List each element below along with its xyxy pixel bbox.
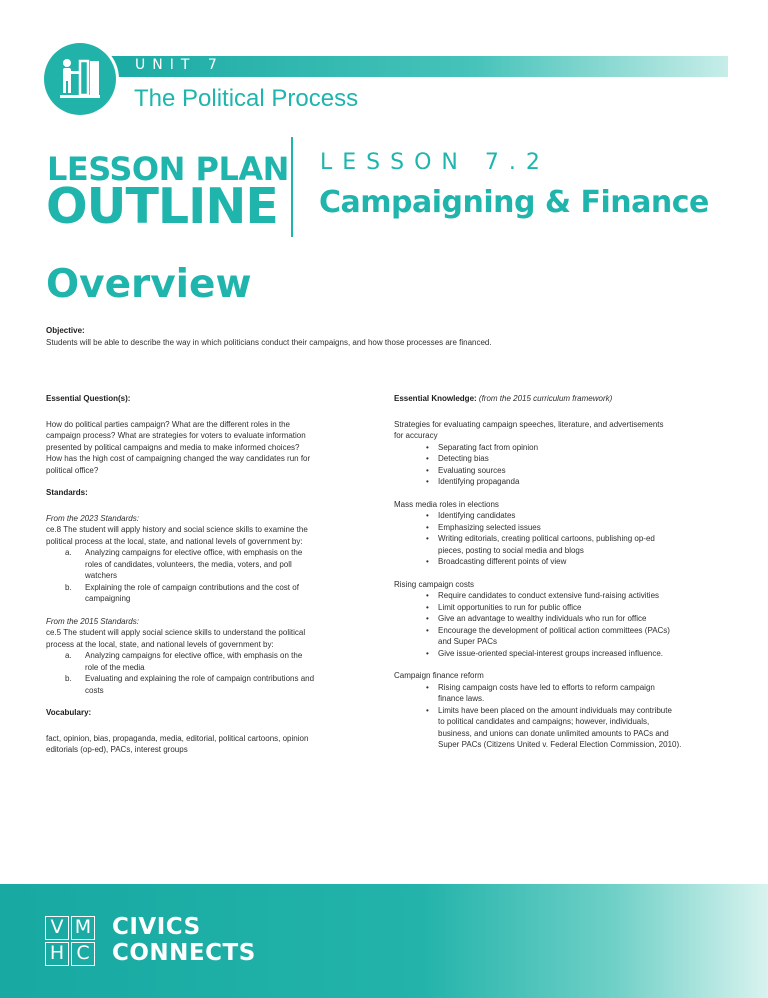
- essential-knowledge-heading: Essential Knowledge:: [394, 394, 477, 403]
- list-marker: a.: [65, 548, 72, 557]
- text-line: presented by political campaigns and media to make informed choices?: [46, 442, 300, 452]
- brand-name: [112, 914, 256, 966]
- list-item: [46, 582, 376, 605]
- list-item: [46, 650, 376, 673]
- text-line: political process at the local, state, and national levels of government by:: [46, 536, 303, 546]
- text-line: Super PACs (Citizens United v. Federal Election Commission, 2010).: [438, 740, 682, 749]
- rising-costs-heading: Rising campaign costs: [394, 579, 475, 589]
- media-roles-heading: Mass media roles in elections: [394, 499, 499, 509]
- text-line: • Encourage the development of political action committees (PACs): [438, 625, 670, 635]
- standards-2023-label: From the 2023 Standards:: [46, 513, 139, 523]
- essential-questions-text: [46, 419, 376, 477]
- list-item: • Broadcasting different points of view: [394, 556, 724, 568]
- list-marker: b.: [65, 582, 72, 592]
- text-line: Explaining the role of campaign contributions and the cost of: [85, 582, 299, 592]
- logo-letter: C: [71, 942, 95, 966]
- overview-heading: Overview: [46, 262, 252, 307]
- list-item: • Identifying propaganda: [394, 476, 724, 488]
- list-item: • Evaluating sources: [394, 465, 724, 477]
- vocabulary-heading: Vocabulary:: [46, 708, 92, 717]
- list-item: [394, 625, 724, 648]
- text-line: business, and unions can donate unlimited amounts to PACs and: [438, 728, 669, 738]
- objective-label: Objective:: [46, 326, 85, 335]
- objective-section: [46, 325, 726, 348]
- objective-text: Students will be able to describe the way in which politicians conduct their campaigns, and how those processes are financed.: [46, 337, 492, 347]
- standards-2015-list: [46, 650, 376, 696]
- finance-reform-heading: Campaign finance reform: [394, 671, 484, 680]
- list-item: • Detecting bias: [394, 453, 724, 465]
- logo-letter: V: [45, 916, 69, 940]
- text-line: process at the local, state, and national levels of government by:: [46, 639, 274, 649]
- finance-reform-list: [394, 682, 724, 751]
- lesson-title: Campaigning & Finance: [319, 185, 709, 220]
- text-line: watchers: [85, 571, 118, 580]
- list-marker: a.: [65, 651, 72, 660]
- list-item: [394, 705, 724, 751]
- brand-line: CONNECTS: [112, 940, 256, 966]
- standards-heading: Standards:: [46, 488, 88, 497]
- list-marker: b.: [65, 674, 72, 683]
- text-line: to political candidates and campaigns; however, individuals,: [438, 717, 650, 726]
- text-line: and Super PACs: [438, 637, 497, 646]
- list-item: [394, 533, 724, 556]
- logo-letter: H: [45, 942, 69, 966]
- standards-2023-list: [46, 547, 376, 605]
- text-line: finance laws.: [438, 694, 485, 703]
- text-line: Analyzing campaigns for elective office, with emphasis on the: [85, 548, 303, 557]
- essential-knowledge-heading-row: [394, 393, 724, 405]
- left-column: [46, 393, 376, 756]
- list-item: • Identifying candidates: [394, 510, 724, 522]
- text-line: editorials (op-ed), PACs, interest groups: [46, 745, 188, 754]
- text-line: • Limits have been placed on the amount individuals may contribute: [438, 705, 672, 715]
- text-line: political office?: [46, 465, 99, 475]
- list-item: • Give an advantage to wealthy individuals who run for office: [394, 613, 724, 625]
- list-item: • Emphasizing selected issues: [394, 522, 724, 534]
- lesson-number: LESSON 7.2: [320, 150, 550, 175]
- list-item: • Limit opportunities to run for public office: [394, 602, 724, 614]
- list-item: [394, 682, 724, 705]
- text-line: How do political parties campaign? What are the different roles in the: [46, 419, 290, 429]
- text-line: • Rising campaign costs have led to efforts to reform campaign: [438, 682, 655, 692]
- text-line: ce.5 The student will apply social science skills to understand the political: [46, 628, 306, 637]
- text-line: Analyzing campaigns for elective office, with emphasis on the: [85, 651, 303, 660]
- text-line: Evaluating and explaining the role of campaign contributions and: [85, 674, 315, 683]
- text-line: How has the high cost of campaigning changed the way candidates run for: [46, 454, 311, 463]
- media-roles-list: [394, 510, 724, 568]
- civics-figure-icon: [58, 55, 104, 101]
- text-line: costs: [85, 685, 104, 695]
- right-column: [394, 393, 724, 751]
- outline-label: OUTLINE: [46, 178, 278, 235]
- unit-title: The Political Process: [134, 85, 359, 112]
- logo-letter: M: [71, 916, 95, 940]
- text-line: • Writing editorials, creating political cartoons, publishing op-ed: [438, 534, 655, 543]
- text-line: campaign process? What are strategies for voters to evaluate information: [46, 431, 306, 440]
- list-item: • Give issue-oriented special-interest groups increased influence.: [394, 648, 724, 660]
- text-line: fact, opinion, bias, propaganda, media, editorial, political cartoons, opinion: [46, 733, 309, 743]
- header-divider: [291, 137, 293, 237]
- text-line: pieces, posting to social media and blogs: [438, 545, 584, 555]
- text-line: role of the media: [85, 662, 145, 672]
- essential-questions-heading: Essential Question(s):: [46, 394, 131, 403]
- lesson-plan-label: LESSON PLAN: [47, 150, 289, 188]
- brand-line: CIVICS: [112, 914, 201, 940]
- essential-knowledge-note: (from the 2015 curriculum framework): [478, 394, 613, 403]
- rising-costs-list: [394, 590, 724, 659]
- text-line: Strategies for evaluating campaign speeches, literature, and advertisements: [394, 419, 664, 429]
- text-line: roles of candidates, volunteers, the media, voters, and poll: [85, 559, 292, 569]
- text-line: for accuracy: [394, 431, 438, 440]
- standards-2015-label: From the 2015 Standards:: [46, 616, 139, 626]
- text-line: campaigning: [85, 594, 131, 603]
- unit-logo: [44, 43, 116, 115]
- list-item: • Require candidates to conduct extensive fund-raising activities: [394, 590, 724, 602]
- unit-label: UNIT 7: [135, 57, 224, 73]
- list-item: [46, 547, 376, 582]
- list-item: [46, 673, 376, 696]
- strategies-list: [394, 442, 724, 488]
- list-item: • Separating fact from opinion: [394, 442, 724, 454]
- text-line: ce.8 The student will apply history and social science skills to examine the: [46, 525, 308, 534]
